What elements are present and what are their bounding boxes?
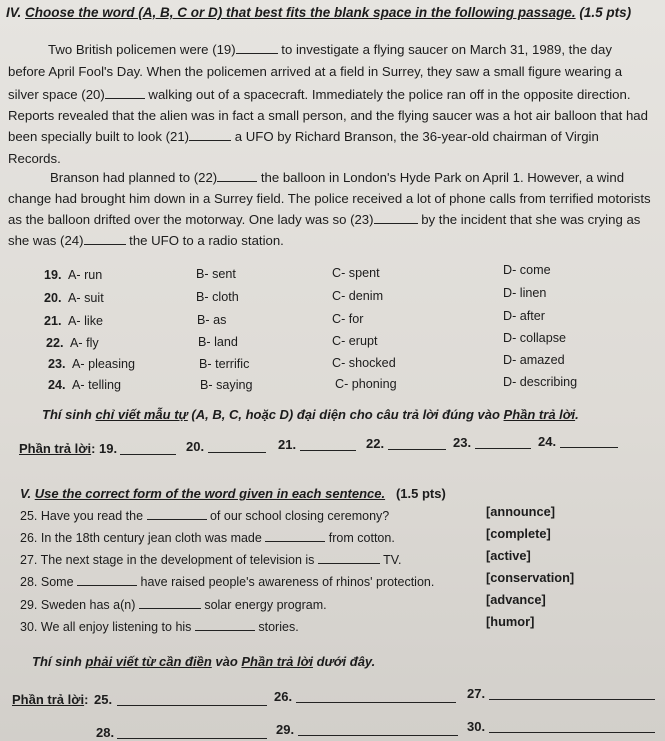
answer-blank[interactable]: [300, 439, 356, 451]
hint-word: [conservation]: [486, 570, 575, 585]
answer-blank[interactable]: [298, 724, 458, 736]
option-b: B- sent: [196, 267, 236, 281]
question-blank: [265, 530, 325, 542]
section-4-heading: [6, 5, 631, 20]
blank-number: (20): [81, 87, 105, 102]
section-5-title: Use the correct form of the word given in each sentence.: [34, 486, 386, 501]
section-5-instruction: Thí sinh phải viết từ cần điền vào Phần trả lời dưới đây.: [32, 654, 376, 669]
blank-number: (22): [193, 170, 218, 185]
passage-line: before April Fool's Day. When the policemen arrived at a field in Surrey, they saw a small figure wearing a: [8, 64, 623, 79]
option-a: A- suit: [68, 291, 104, 305]
passage-line: Branson had planned to (22) the balloon in London's Hyde Park on April 1. However, a wind: [50, 170, 625, 185]
answer-label: Phần trả lời:: [12, 692, 89, 707]
question-item: 25. Have you read the of our school closing ceremony?: [20, 509, 390, 523]
passage-line: Two British policemen were (19) to investigate a flying saucer on March 31, 1989, the day: [48, 42, 612, 57]
answer-blank[interactable]: [560, 436, 618, 448]
blank-line: [217, 170, 257, 182]
option-b: B- terrific: [199, 357, 250, 371]
blank-line: [189, 129, 231, 141]
passage-line: been specially built to look (21) a UFO by Richard Branson, the 36-year-old chairman of Virgin: [8, 129, 599, 144]
option-a: A- pleasing: [72, 357, 136, 371]
option-a: A- run: [68, 268, 103, 282]
hint-word: [advance]: [486, 592, 546, 607]
blank-line: [374, 212, 418, 224]
exam-page: IV. Choose the word (A, B, C or D) that best fits the blank space in the following passage. (1.5 pts) Two British policemen were (19) to investigate a flying saucer on March 31, 1989, the day before April Fool's Day. When the policemen arrived at a field in Surrey, they saw a small figure wearing a silver space (20) walking out of a spacecraft. Immediately the police ran off in the opposite direction. Reports revealed that the alien was in fact a small person, and the flying saucer was a hot air balloon that had been specially built to look (21) a UFO by Richard Branson, the 36-year-old chairman of Virgin Records. Branson had planned to (22) the balloon in London's Hyde Park on April 1. However, a wind change had brought him down in a Surrey field. The police received a lot of phone calls from terrified motorists as the balloon drifted over the motorway. One lady was so (23) by the incident that she was crying as she was (24) the UFO to a radio station. 19. A- run B- sent C- spent D- come 20. A- suit B- cloth C- denim D- linen 21. A- like B- as C- for D- after 22. A- fly B- land C- erupt D- collapse 23. A- pleasing B- terrific C- shocked D- amazed 24. A- telling B- saying C- phoning D- describing Thí sinh chỉ viết mẫu tự (A, B, C, hoặc D) đại diện cho câu trả lời đúng vào Phần trả lời. Phần trả lời: 19. 20. 21. 22. 23. 24. V. Use the correct form of the word given in each sentence. (1.5 pts) 25. Have you read the of our school closing ceremony? [announce] 26. In the 18th century jean cloth was made from cotton. [complete] 27. The next stage in the development of television is TV. [active] 28. Some have raised people's awareness of rhinos' protection. [conservation] 29. Sweden has a(n) solar energy program. [advance] 30. We all enjoy listening to his stories. [humor] Thí sinh phải viết từ cần điền vào Phần trả lời dưới đây. Phần trả lời: 25. 26. 27. 28. 29. 30.: [0, 0, 665, 741]
option-a: A- like: [68, 314, 103, 328]
option-c: C- shocked: [332, 356, 396, 370]
answer-blank[interactable]: [120, 443, 176, 455]
section-4-label: IV.: [6, 5, 22, 20]
question-blank: [139, 597, 201, 609]
option-b: B- as: [197, 313, 227, 327]
hint-word: [humor]: [486, 614, 535, 629]
option-d: D- after: [503, 309, 545, 323]
option-b: B- saying: [200, 378, 253, 392]
question-item: 29. Sweden has a(n) solar energy program.: [20, 598, 327, 612]
option-b: B- land: [198, 335, 238, 349]
blank-number: (24): [60, 233, 84, 248]
answer-blank[interactable]: [117, 694, 267, 706]
option-d: D- collapse: [503, 331, 566, 345]
section-4-title: Choose the word (A, B, C or D) that best fits the blank space in the following passage.: [25, 5, 576, 20]
option-a: A- fly: [70, 336, 99, 350]
blank-number: (21): [165, 129, 190, 144]
hint-word: [complete]: [486, 526, 551, 541]
question-blank: [318, 552, 380, 564]
section-5-points: (1.5 pts): [395, 486, 446, 501]
passage-line: Records.: [8, 151, 61, 166]
option-d: D- describing: [503, 375, 578, 389]
option-a: A- telling: [72, 378, 121, 392]
option-d: D- linen: [503, 286, 547, 300]
answer-blank[interactable]: [475, 437, 531, 449]
question-blank: [77, 574, 137, 586]
answer-blank[interactable]: [117, 727, 267, 739]
section-5-heading: V. Use the correct form of the word given in each sentence. (1.5 pts): [20, 486, 446, 501]
option-d: D- amazed: [503, 353, 565, 367]
passage-line: change had brought him down in a Surrey field. The police received a lot of phone calls from terrified motorists: [8, 191, 651, 206]
option-c: C- for: [332, 312, 364, 326]
section-4-instruction: Thí sinh chỉ viết mẫu tự (A, B, C, hoặc D) đại diện cho câu trả lời đúng vào Phần trả lời.: [42, 407, 579, 422]
option-c: C- spent: [332, 266, 380, 280]
blank-line: [84, 233, 126, 245]
blank-number: (19): [212, 42, 236, 57]
blank-number: (23): [350, 212, 374, 227]
passage-line: silver space (20) walking out of a spacecraft. Immediately the police ran off in the opposite direction.: [8, 87, 631, 102]
answer-blank[interactable]: [489, 688, 655, 700]
question-blank: [147, 508, 207, 520]
question-blank: [195, 619, 255, 631]
passage-line: she was (24) the UFO to a radio station.: [8, 233, 284, 248]
answer-label: Phần trả lời:: [19, 441, 96, 456]
hint-word: [active]: [486, 548, 531, 563]
hint-word: [announce]: [486, 504, 555, 519]
passage-line: Reports revealed that the alien was in fact a small person, and the flying saucer was a hot air balloon that had: [8, 108, 648, 123]
answer-blank[interactable]: [296, 691, 456, 703]
option-b: B- cloth: [196, 290, 239, 304]
option-c: C- denim: [332, 289, 384, 303]
blank-line: [105, 87, 145, 99]
blank-line: [236, 42, 278, 54]
passage-line: as the balloon drifted over the motorway. One lady was so (23) by the incident that she was crying as: [8, 212, 641, 227]
answer-blank[interactable]: [388, 438, 446, 450]
question-item: 27. The next stage in the development of television is TV.: [20, 553, 402, 567]
answer-blank[interactable]: [208, 441, 266, 453]
option-c: C- erupt: [332, 334, 378, 348]
option-c: C- phoning: [335, 377, 397, 391]
question-item: 26. In the 18th century jean cloth was made from cotton.: [20, 531, 395, 545]
question-item: 30. We all enjoy listening to his stories.: [20, 620, 299, 634]
section-4-points: (1.5 pts): [579, 5, 632, 20]
option-d: D- come: [503, 263, 551, 277]
question-item: 28. Some have raised people's awareness of rhinos' protection.: [20, 575, 435, 589]
answer-blank[interactable]: [489, 721, 655, 733]
